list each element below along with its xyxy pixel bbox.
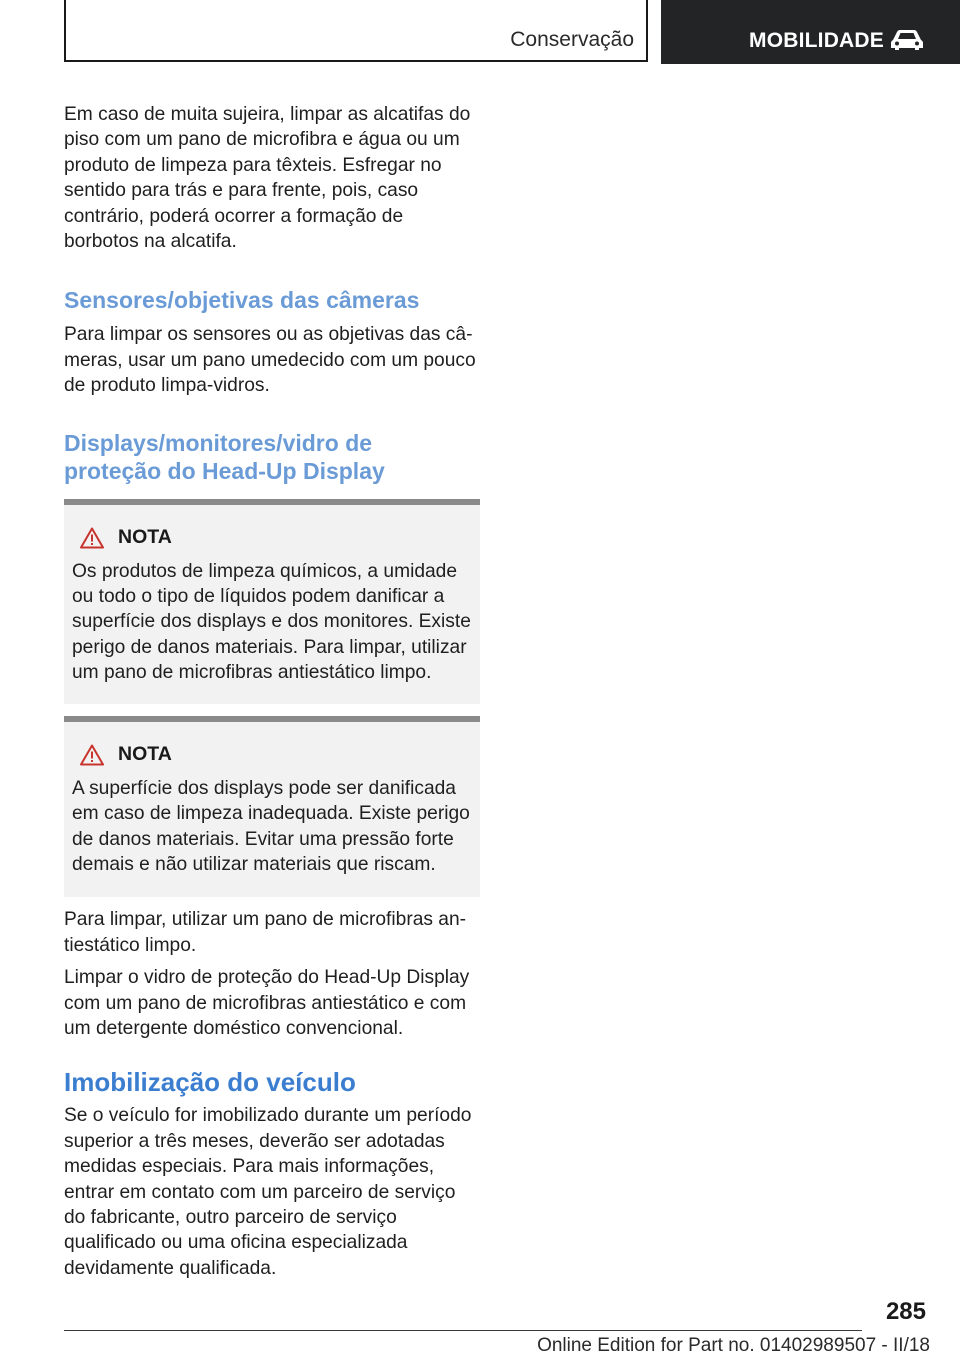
immobilization-paragraph: Se o veículo for imobilizado durante um período superior a três meses, deverão ser adotadas medidas especiais. Para mais informações, entrar em contato com um parceiro de serviço do fabricante, outro parceiro de serviço qualificado ou uma oficina especializada devidamente qualificada. — [64, 1105, 472, 1279]
chapter-tab — [661, 0, 960, 64]
section-title: Conservação — [510, 28, 634, 51]
warning-triangle-icon — [80, 527, 104, 549]
notice-title: NOTA — [118, 526, 172, 549]
heading-sensors: Sensores/objetivas das câmeras — [64, 287, 420, 314]
footer-divider — [64, 1330, 862, 1331]
warning-triangle-icon — [80, 744, 104, 766]
notice-box-1 — [64, 499, 480, 704]
heading-displays-line1: Displays/monitores/vidro de — [64, 429, 373, 456]
sensors-paragraph: Para limpar os sensores ou as objetivas das câmeras, usar um pano umedecido com um pouco de produto limpa-vidros. — [64, 324, 476, 397]
carpet-paragraph: Em caso de muita sujeira, limpar as alcatifas do piso com um pano de microfibra e água ou um produto de limpeza para têxteis. Esfregar no sentido para trás e para frente, pois, caso contrário, poderá ocorrer a formação de borbotos na alcatifa. — [64, 104, 471, 253]
chapter-title: MOBILIDADE — [749, 29, 884, 52]
notice-box-2 — [64, 716, 480, 898]
section-tab — [64, 0, 648, 62]
car-icon — [890, 29, 924, 51]
notice-header — [72, 523, 472, 553]
footer-edition: Online Edition for Part no. 01402989507 - II/18 — [537, 1335, 930, 1356]
notice-text: A superfície dos displays pode ser danificada em caso de limpeza inadequada. Existe perigo de danos materiais. Evitar uma pressão forte demais e não utilizar materiais que riscam. — [72, 777, 470, 875]
clean-paragraph: Para limpar, utilizar um pano de microfibras antiestático limpo. — [64, 909, 467, 956]
notice-text: Os produtos de limpeza químicos, a umidade ou todo o tipo de líquidos podem danificar a superfície dos displays e dos monitores. Existe perigo de danos materiais. Para limpar, utilizar um pano de microfibras antiestático limpo. — [72, 560, 471, 684]
notice-title: NOTA — [118, 743, 172, 766]
content-column — [64, 102, 480, 1281]
page-number: 285 — [885, 1298, 926, 1325]
notice-header — [72, 740, 472, 770]
page-header — [0, 0, 960, 66]
heading-displays-line2: proteção do Head-Up Display — [64, 457, 385, 484]
heading-displays — [64, 429, 480, 485]
hud-paragraph: Limpar o vidro de proteção do Head-Up Display com um pano de microfibras antiestático e com um detergente doméstico convencional. — [64, 967, 470, 1039]
heading-immobilization: Imobilização do veículo — [64, 1067, 356, 1098]
